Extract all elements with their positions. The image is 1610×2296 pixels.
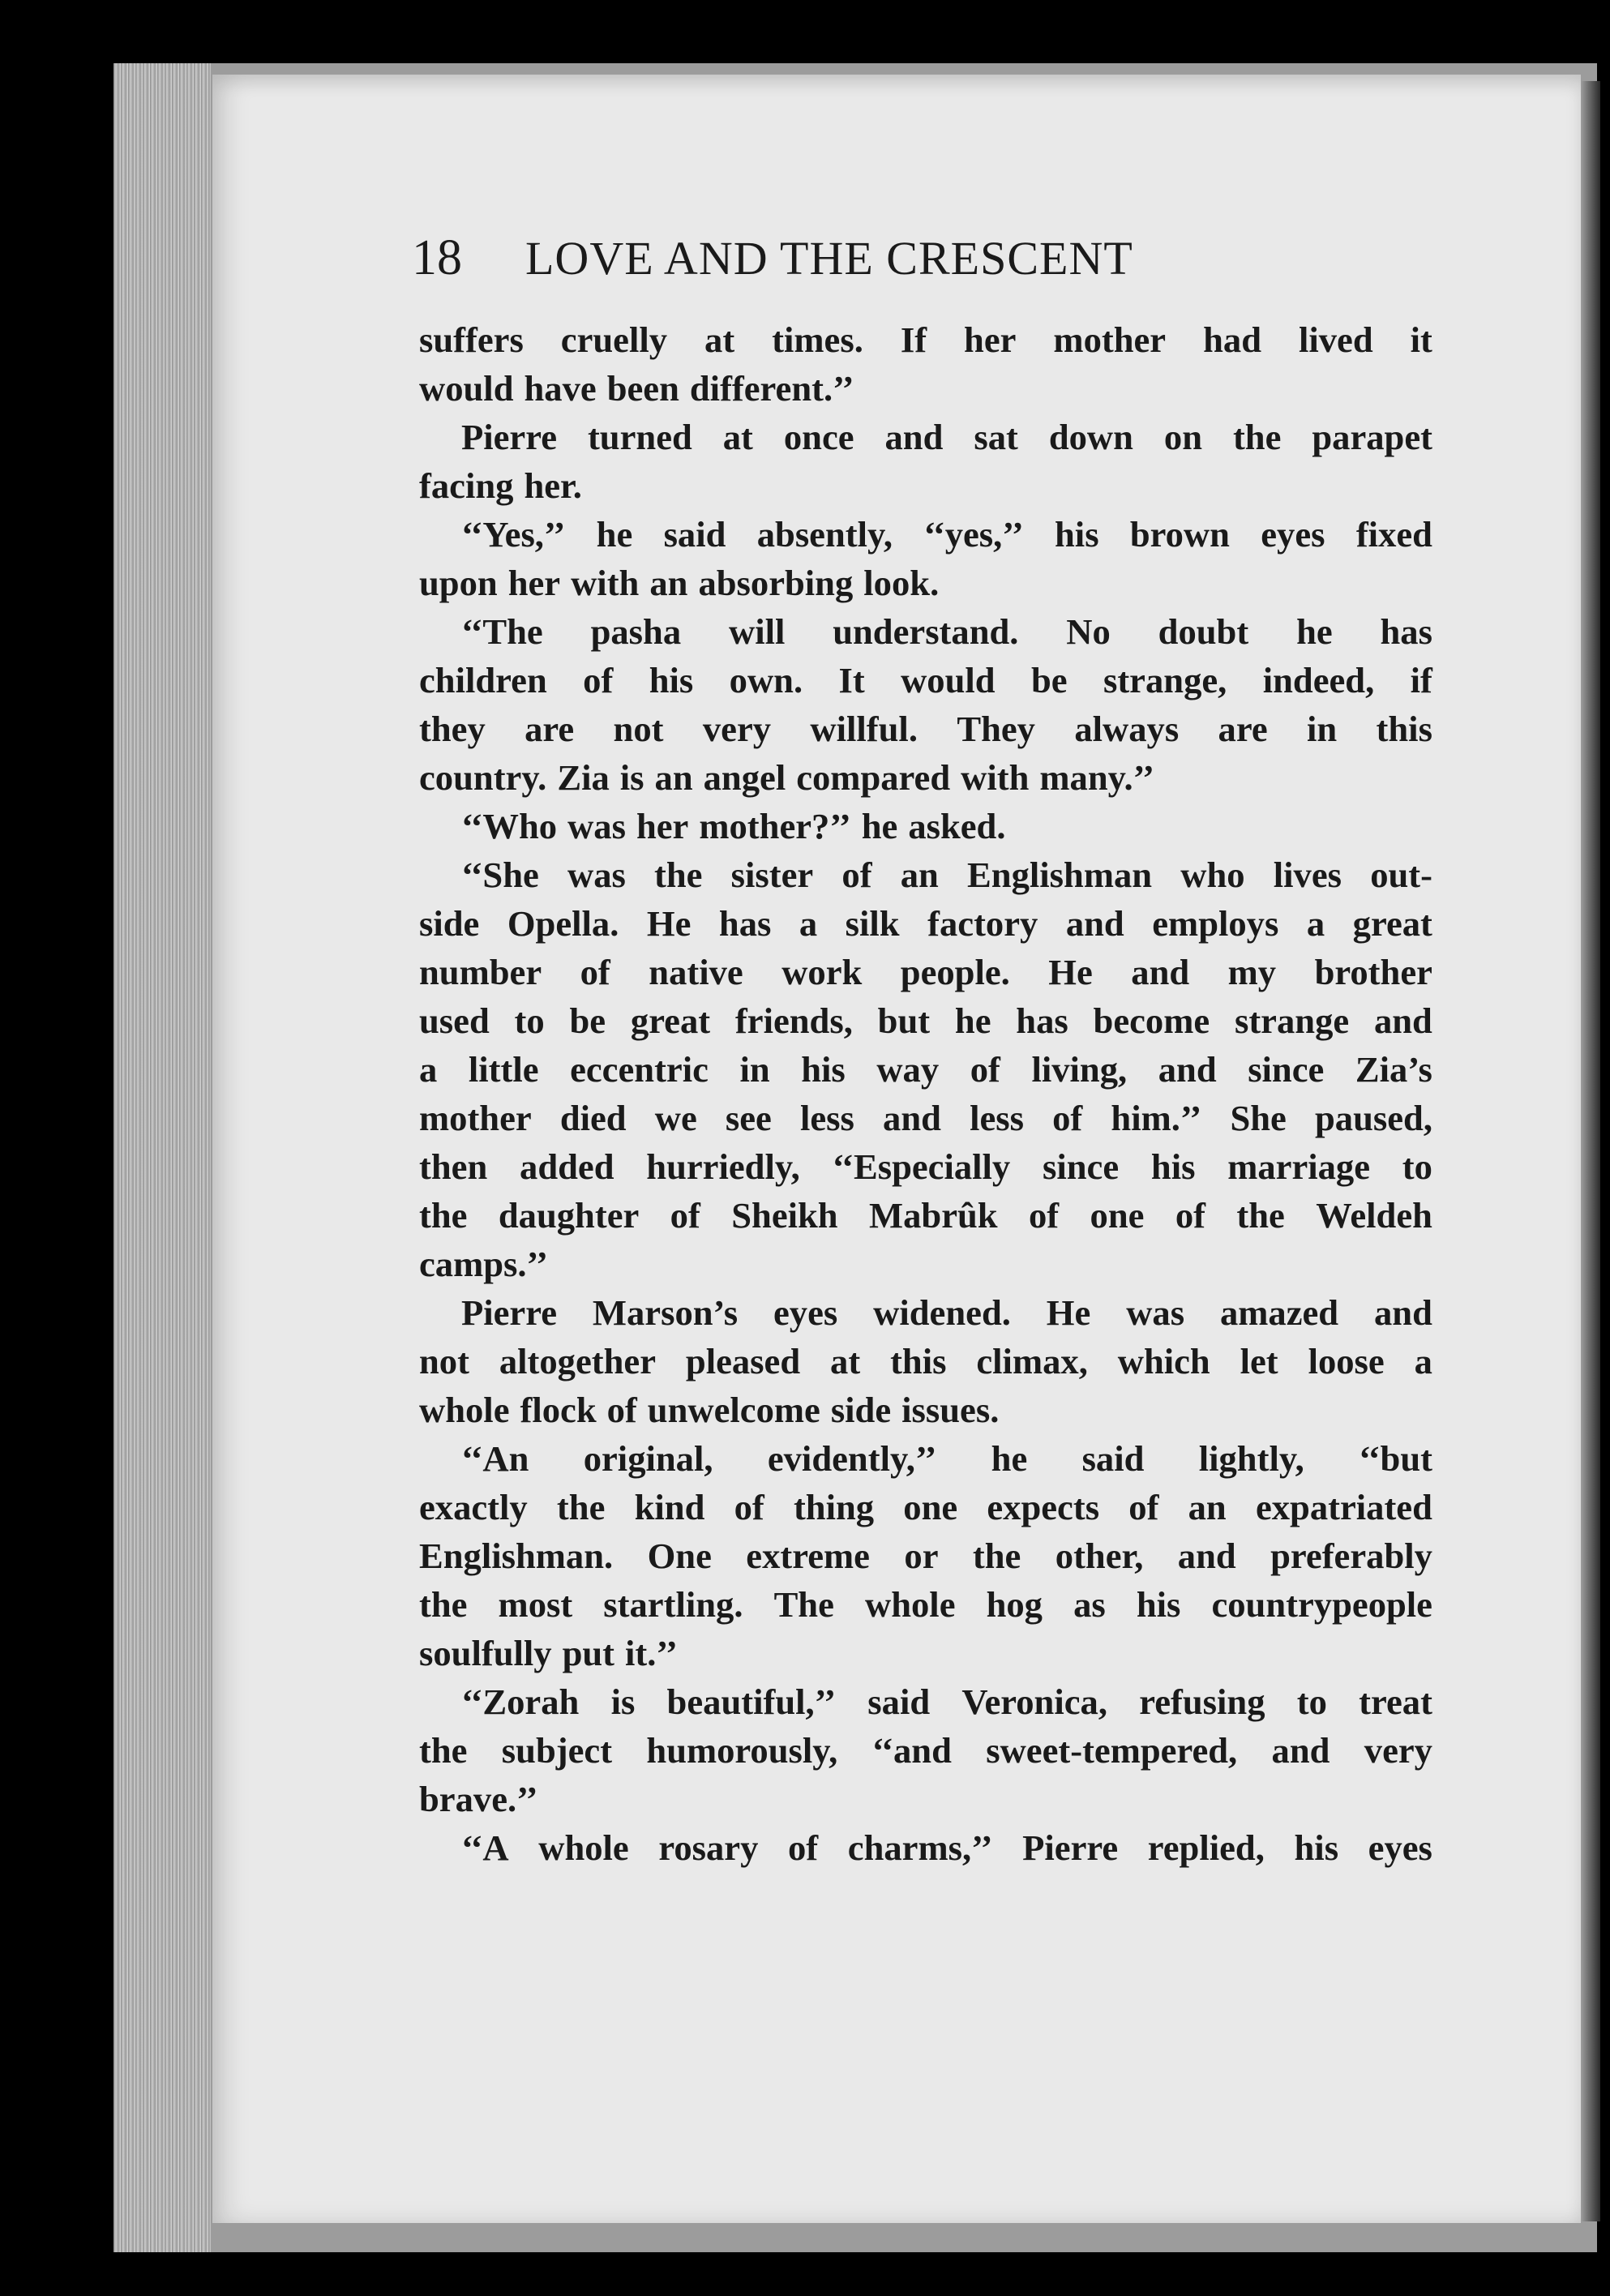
word: and (1158, 1049, 1217, 1090)
word: of (1028, 1195, 1060, 1236)
word: fixed (1355, 514, 1432, 555)
text-line (419, 753, 1432, 802)
text-line (419, 1142, 1432, 1191)
word: with (571, 563, 640, 603)
text-line (419, 1775, 1432, 1823)
word: Zia (557, 757, 610, 798)
word: ‘‘The (461, 611, 543, 652)
word: absorbing (698, 563, 854, 603)
word: are (525, 709, 575, 749)
word: of (970, 1049, 1000, 1090)
word: different.’’ (689, 368, 854, 409)
word: living, (1031, 1049, 1128, 1090)
word: at (704, 319, 735, 360)
word: has (1380, 611, 1432, 652)
word: an (654, 757, 693, 798)
word: extreme (746, 1536, 870, 1576)
word: Mabrûk (869, 1195, 998, 1236)
word: side (830, 1390, 892, 1430)
word: of (1175, 1195, 1205, 1236)
word: original, (583, 1438, 713, 1479)
word: at (722, 417, 753, 457)
word: my (1227, 952, 1277, 992)
word: said (1081, 1438, 1145, 1479)
word: put (562, 1633, 615, 1673)
word: brother (1314, 952, 1432, 992)
word: eccentric (570, 1049, 709, 1090)
word: employs (1152, 903, 1279, 944)
text-line (419, 656, 1432, 705)
word: at (830, 1341, 861, 1381)
word: replied, (1147, 1827, 1265, 1868)
text-line (419, 1629, 1432, 1677)
word: children (419, 660, 547, 700)
word: the (556, 1487, 606, 1527)
text-line (419, 1240, 1432, 1288)
word: let (1240, 1341, 1278, 1381)
word: he (954, 1000, 991, 1041)
word: ‘‘An (461, 1438, 529, 1479)
word: eyes (1261, 514, 1325, 555)
word: and (1065, 903, 1124, 944)
text-line (419, 607, 1432, 656)
word: expects (987, 1487, 1100, 1527)
word: pleased (685, 1341, 801, 1381)
word: they (419, 709, 486, 749)
word: willful. (810, 709, 918, 749)
word: and (1177, 1536, 1236, 1576)
word: and (1373, 1000, 1432, 1041)
word: who (1180, 855, 1245, 895)
word: whole (538, 1827, 629, 1868)
word: the (972, 1536, 1021, 1576)
word: in (1306, 709, 1338, 749)
word: ‘‘yes,’’ (923, 514, 1024, 555)
word: refusing (1139, 1681, 1265, 1722)
word: loose (1308, 1341, 1385, 1381)
word: and (1131, 952, 1190, 992)
word: and (1271, 1730, 1330, 1771)
word: was (1126, 1292, 1185, 1333)
word: said (867, 1681, 931, 1722)
word: They (957, 709, 1035, 749)
word: angel (703, 757, 786, 798)
word: out- (1370, 855, 1432, 895)
word: unwelcome (647, 1390, 820, 1430)
word: daughter (498, 1195, 640, 1236)
word: mother?’’ (699, 806, 851, 846)
word: to (1402, 1146, 1432, 1187)
text-line (419, 996, 1432, 1045)
word: countrypeople (1211, 1584, 1432, 1625)
word: One (647, 1536, 712, 1576)
word: Pierre (461, 1292, 557, 1333)
word: mother (419, 1098, 532, 1138)
word: Englishman (967, 855, 1153, 895)
page-edges-left (113, 63, 211, 2252)
word: charms,’’ (847, 1827, 993, 1868)
word: No (1066, 611, 1111, 652)
word: will (728, 611, 786, 652)
word: he (861, 806, 898, 846)
word: of (670, 1195, 700, 1236)
word: startling. (603, 1584, 743, 1625)
word: ‘‘Yes,’’ (461, 514, 566, 555)
word: way (876, 1049, 940, 1090)
word: most (498, 1584, 573, 1625)
word: be (569, 1000, 606, 1041)
word: of (841, 855, 872, 895)
word: Sheikh (731, 1195, 838, 1236)
word: The (773, 1584, 834, 1625)
word: rosary (658, 1827, 759, 1868)
word: or (904, 1536, 939, 1576)
word: whole (865, 1584, 956, 1625)
word: climax, (976, 1341, 1088, 1381)
text-line (419, 948, 1432, 996)
word: he (991, 1438, 1028, 1479)
word: ‘‘Especially (832, 1146, 1011, 1187)
word: ‘‘Who (461, 806, 558, 846)
word: and (883, 1098, 941, 1138)
word: of (583, 660, 614, 700)
word: has (718, 903, 772, 944)
word: hurriedly, (646, 1146, 800, 1187)
word: flock (520, 1390, 597, 1430)
word: very (702, 709, 772, 749)
word: him.’’ (1111, 1098, 1202, 1138)
word: been (606, 368, 679, 409)
word: little (468, 1049, 539, 1090)
text-line (419, 1823, 1432, 1872)
word: sweet-tempered, (986, 1730, 1238, 1771)
word: very (1364, 1730, 1432, 1771)
word: be (1030, 660, 1068, 700)
word: indeed, (1262, 660, 1375, 700)
word: turned (587, 417, 692, 457)
text-line (419, 315, 1432, 364)
text-line (419, 461, 1432, 510)
word: thing (793, 1487, 875, 1527)
word: eyes (773, 1292, 838, 1333)
word: suffers (419, 319, 524, 360)
word: times. (772, 319, 863, 360)
word: Englishman. (419, 1536, 614, 1576)
word: we (654, 1098, 697, 1138)
word: her (507, 563, 561, 603)
text-line (419, 1483, 1432, 1531)
word: lived (1298, 319, 1373, 360)
text-line (419, 1531, 1432, 1580)
word: sister (730, 855, 814, 895)
word: her. (524, 465, 582, 506)
word: have (524, 368, 597, 409)
word: are (1218, 709, 1268, 749)
word: his (1150, 1146, 1196, 1187)
word: since (1043, 1146, 1120, 1187)
word: with (961, 757, 1030, 798)
word: would (901, 660, 996, 700)
word: understand. (833, 611, 1019, 652)
word: eyes (1368, 1827, 1432, 1868)
word: subject (501, 1730, 613, 1771)
word: his (1136, 1584, 1181, 1625)
running-head (412, 229, 1435, 294)
word: one (903, 1487, 958, 1527)
word: work (781, 952, 863, 992)
word: silk (845, 903, 900, 944)
text-line (419, 850, 1432, 899)
word: She (1230, 1098, 1287, 1138)
word: Weldeh (1316, 1195, 1432, 1236)
running-title: LOVE AND THE CRESCENT (525, 232, 1133, 285)
word: expatriated (1255, 1487, 1432, 1527)
word: on (1163, 417, 1202, 457)
word: He (1046, 1292, 1091, 1333)
word: facing (419, 465, 514, 506)
word: her (964, 319, 1017, 360)
word: ‘‘She (461, 855, 539, 895)
body-text (419, 315, 1432, 1872)
word: lightly, (1198, 1438, 1304, 1479)
text-line (419, 1191, 1432, 1240)
text-line (419, 1726, 1432, 1775)
word: less (970, 1098, 1024, 1138)
word: of (1052, 1098, 1083, 1138)
word: of (734, 1487, 764, 1527)
word: is (619, 757, 644, 798)
text-line (419, 705, 1432, 753)
word: he (596, 514, 633, 555)
word: down (1048, 417, 1133, 457)
word: less (800, 1098, 854, 1138)
word: preferably (1270, 1536, 1432, 1576)
word: of (580, 952, 610, 992)
word: not (613, 709, 664, 749)
word: Pierre (461, 417, 557, 457)
word: brave.’’ (419, 1779, 538, 1819)
word: asked. (908, 806, 1006, 846)
word: parapet (1312, 417, 1432, 457)
word: a (419, 1049, 438, 1090)
word: If (900, 319, 927, 360)
word: since (1248, 1049, 1325, 1090)
word: friends, (734, 1000, 853, 1041)
text-line (419, 510, 1432, 559)
word: Zia’s (1355, 1049, 1432, 1090)
word: brown (1129, 514, 1230, 555)
word: an (1188, 1487, 1227, 1527)
word: many.’’ (1039, 757, 1154, 798)
text-line (419, 1677, 1432, 1726)
word: one (1090, 1195, 1145, 1236)
word: was (567, 855, 626, 895)
word: country. (419, 757, 547, 798)
text-line (419, 1094, 1432, 1142)
word: added (520, 1146, 614, 1187)
word: always (1074, 709, 1180, 749)
word: this (1376, 709, 1432, 749)
word: but (877, 1000, 931, 1041)
word: native (649, 952, 743, 992)
word: a (1306, 903, 1325, 944)
word: her (636, 806, 689, 846)
word: an (900, 855, 939, 895)
word: exactly (419, 1487, 528, 1527)
word: factory (927, 903, 1038, 944)
word: He (646, 903, 692, 944)
word: camps.’’ (419, 1244, 548, 1284)
word: then (419, 1146, 488, 1187)
text-line (419, 1434, 1432, 1483)
word: upon (419, 563, 498, 603)
text-line (419, 1386, 1432, 1434)
word: great (1352, 903, 1432, 944)
word: and (1374, 1292, 1432, 1333)
word: was (567, 806, 626, 846)
word: ‘‘Zorah (461, 1681, 580, 1722)
word: altogether (499, 1341, 657, 1381)
word: died (559, 1098, 627, 1138)
word: of (606, 1390, 637, 1430)
word: marriage (1227, 1146, 1371, 1187)
word: his (1055, 514, 1099, 555)
word: and (884, 417, 944, 457)
word: paused, (1314, 1098, 1432, 1138)
word: beautiful,’’ (666, 1681, 837, 1722)
word: strange (1234, 1000, 1350, 1041)
word: look. (863, 563, 940, 603)
word: great (630, 1000, 711, 1041)
word: is (610, 1681, 636, 1722)
text-line (419, 1045, 1432, 1094)
word: his (801, 1049, 846, 1090)
word: the (419, 1730, 468, 1771)
word: amazed (1219, 1292, 1339, 1333)
word: mother (1053, 319, 1167, 360)
word: had (1203, 319, 1261, 360)
word: kind (634, 1487, 705, 1527)
word: other, (1055, 1536, 1144, 1576)
word: a (799, 903, 818, 944)
word: not (419, 1341, 469, 1381)
word: would (419, 368, 514, 409)
word: to (1296, 1681, 1327, 1722)
word: hog (986, 1584, 1043, 1625)
word: used (419, 1000, 490, 1041)
word: whole (419, 1390, 510, 1430)
word: once (783, 417, 854, 457)
word: own. (729, 660, 803, 700)
word: which (1117, 1341, 1210, 1381)
word: become (1093, 1000, 1210, 1041)
word: said (663, 514, 726, 555)
word: issues. (901, 1390, 1000, 1430)
word: ‘‘but (1359, 1438, 1432, 1479)
word: number (419, 952, 542, 992)
word: the (1232, 417, 1282, 457)
word: It (838, 660, 865, 700)
word: in (739, 1049, 770, 1090)
word: to (514, 1000, 545, 1041)
text-line (419, 899, 1432, 948)
word: he (1296, 611, 1333, 652)
word: an (649, 563, 688, 603)
word: He (1048, 952, 1093, 992)
word: it (1410, 319, 1432, 360)
word: strange, (1103, 660, 1227, 700)
word: it.’’ (625, 1633, 678, 1673)
word: Pierre (1022, 1827, 1119, 1868)
word: see (725, 1098, 772, 1138)
word: cruelly (560, 319, 668, 360)
word: ‘‘and (871, 1730, 952, 1771)
word: the (419, 1195, 468, 1236)
word: lives (1273, 855, 1342, 895)
page-number: 18 (412, 230, 462, 285)
word: ‘‘A (461, 1827, 509, 1868)
word: his (649, 660, 694, 700)
text-line (419, 364, 1432, 413)
word: Veronica, (961, 1681, 1107, 1722)
word: people. (900, 952, 1010, 992)
word: doubt (1158, 611, 1249, 652)
word: soulfully (419, 1633, 552, 1673)
word: his (1294, 1827, 1339, 1868)
text-line (419, 1288, 1432, 1337)
word: of (788, 1827, 819, 1868)
word: side (419, 903, 480, 944)
word: humorously, (646, 1730, 838, 1771)
word: treat (1359, 1681, 1432, 1722)
word: a (1414, 1341, 1432, 1381)
word: Opella. (507, 903, 619, 944)
word: the (654, 855, 703, 895)
word: widened. (873, 1292, 1011, 1333)
word: the (1236, 1195, 1285, 1236)
word: if (1410, 660, 1432, 700)
word: the (419, 1584, 468, 1625)
text-line (419, 559, 1432, 607)
word: sat (974, 417, 1018, 457)
word: evidently,’’ (767, 1438, 937, 1479)
text-line (419, 413, 1432, 461)
word: pasha (590, 611, 682, 652)
word: absently, (756, 514, 893, 555)
word: of (1128, 1487, 1159, 1527)
word: has (1016, 1000, 1068, 1041)
text-line (419, 802, 1432, 850)
word: this (890, 1341, 947, 1381)
word: Marson’s (592, 1292, 739, 1333)
word: compared (796, 757, 951, 798)
word: as (1073, 1584, 1106, 1625)
text-line (419, 1580, 1432, 1629)
text-line (419, 1337, 1432, 1386)
